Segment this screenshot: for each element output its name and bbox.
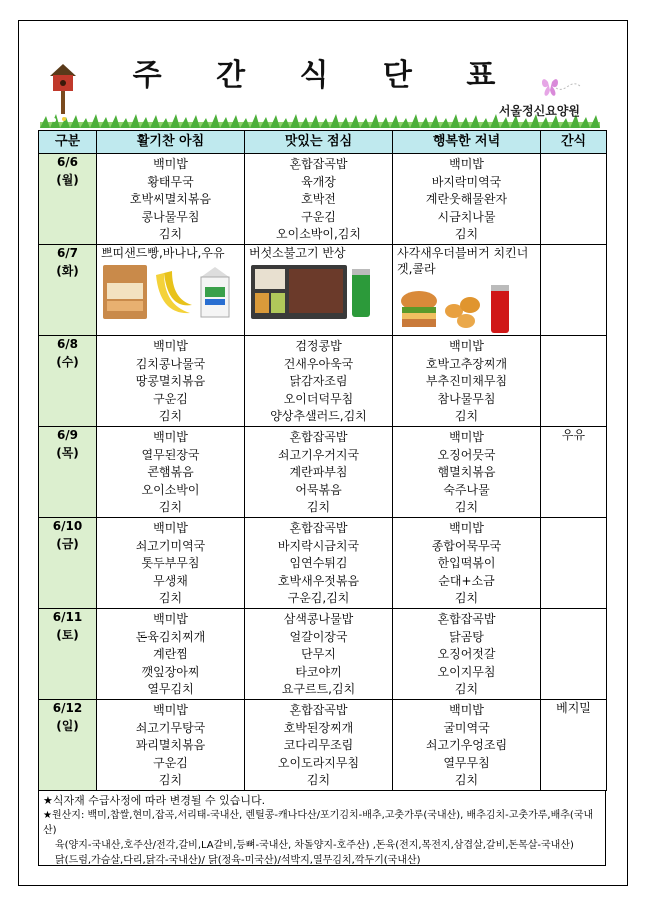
menu-item: 오이더덕무침 bbox=[283, 391, 354, 406]
menu-item: 톳두부무침 bbox=[141, 556, 200, 571]
snack-cell bbox=[541, 518, 607, 609]
menu-item: 쇠고기미역국 bbox=[135, 538, 206, 553]
day-row bbox=[39, 336, 607, 427]
day-label bbox=[39, 609, 97, 700]
menu-item: 김치 bbox=[454, 227, 479, 242]
day-date: 6/8 bbox=[56, 337, 79, 351]
menu-item: 김치 bbox=[158, 773, 183, 788]
menu-item: 구운김 bbox=[301, 209, 336, 224]
notes-origin-meat: 육(양지-국내산,호주산/전각,갈비,LA갈비,등뼈-국내산, 차돌양지-호주산) ,돈육(전지,목전지,삼겹살,갈비,돈목살-국내산) bbox=[55, 840, 574, 851]
menu-item: 어묵볶음 bbox=[295, 482, 342, 497]
menu-item: 쇠고기우거지국 bbox=[277, 447, 360, 462]
menu-item: 백미밥 bbox=[449, 703, 484, 717]
menu-item: 종합어묵무국 bbox=[431, 538, 502, 553]
menu-item: 김치 bbox=[454, 682, 479, 697]
menu-item: 육개장 bbox=[301, 174, 336, 189]
menu-item: 오이소박이,김치 bbox=[276, 227, 361, 242]
menu-item: 김치 bbox=[158, 227, 183, 242]
menu-item: 오이도라지무침 bbox=[277, 755, 360, 770]
bulgogi-meal-tray-image bbox=[251, 265, 347, 319]
notes-origin-poultry: 닭(드럼,가슴살,다리,닭각-국내산)/ 닭(정육-미국산)/석박지,열무김치,깍두기(국내산) bbox=[55, 855, 421, 866]
menu-item: 김치 bbox=[454, 500, 479, 515]
day-row bbox=[39, 154, 607, 245]
butterfly-icon bbox=[538, 68, 582, 104]
day-label bbox=[39, 336, 97, 427]
menu-item: 구운김,김치 bbox=[287, 591, 350, 606]
dinner-cell bbox=[393, 336, 541, 427]
menu-item: 콩나물무침 bbox=[141, 209, 200, 224]
menu-item: 순대+소금 bbox=[438, 573, 495, 588]
menu-item: 코다리무조림 bbox=[283, 738, 354, 753]
day-label bbox=[39, 518, 97, 609]
dinner-cell bbox=[393, 427, 541, 518]
header-breakfast: 활기찬 아침 bbox=[97, 131, 245, 154]
menu-item: 혼합잡곡밥 bbox=[289, 157, 348, 171]
breakfast-cell bbox=[97, 245, 245, 336]
day-label bbox=[39, 700, 97, 791]
menu-item: 한입떡볶이 bbox=[437, 556, 496, 571]
page-title: 주 간 식 단 표 bbox=[132, 58, 518, 93]
menu-item: 돈육김치찌개 bbox=[135, 629, 206, 644]
menu-item: 백미밥 bbox=[153, 157, 188, 171]
menu-item: 부추진미채무침 bbox=[425, 374, 508, 389]
notes-origin: ★원산지: 백미,찹쌀,현미,잡곡,서리태-국내산, 렌틸콩-캐나다산/포기김치-배추,고춧가루(국내산), 배추김치-고춧가루,배추(국내산) bbox=[43, 810, 594, 836]
menu-item: 건새우아욱국 bbox=[283, 356, 354, 371]
menu-item: 햄멸치볶음 bbox=[437, 465, 496, 480]
menu-item: 백미밥 bbox=[153, 612, 188, 626]
lunch-cell bbox=[245, 154, 393, 245]
day-date: 6/9 bbox=[56, 428, 79, 442]
menu-item: 호박전 bbox=[301, 192, 336, 207]
menu-item: 쇠고기무탕국 bbox=[135, 720, 206, 735]
menu-item: 열무된장국 bbox=[141, 447, 200, 462]
menu-item: 시금치나물 bbox=[437, 209, 496, 224]
breakfast-cell bbox=[97, 518, 245, 609]
menu-item: 쇠고기우엉조림 bbox=[425, 738, 508, 753]
menu-item: 김치 bbox=[454, 773, 479, 788]
menu-item: 계란찜 bbox=[153, 647, 188, 662]
lunch-cell bbox=[245, 700, 393, 791]
burger-image bbox=[399, 281, 439, 335]
cola-can-image bbox=[489, 281, 511, 335]
menu-item: 호박씨멸치볶음 bbox=[129, 192, 212, 207]
sandwich-bread-image bbox=[103, 265, 147, 319]
day-label bbox=[39, 154, 97, 245]
day-weekday: (토) bbox=[56, 627, 79, 642]
menu-item: 구운김 bbox=[153, 755, 188, 770]
menu-item: 백미밥 bbox=[449, 339, 484, 353]
dinner-caption: 사각새우더블버거 치킨너겟,콜라 bbox=[397, 246, 529, 276]
day-row bbox=[39, 245, 607, 336]
banana-image bbox=[150, 265, 194, 319]
menu-item: 타코야끼 bbox=[295, 664, 342, 679]
lunch-cell bbox=[245, 609, 393, 700]
menu-item: 깻잎장아찌 bbox=[141, 664, 200, 679]
lunch-caption: 버섯소불고기 반상 bbox=[249, 246, 346, 260]
lunch-cell bbox=[245, 336, 393, 427]
menu-item: 닭감자조림 bbox=[289, 374, 348, 389]
day-row bbox=[39, 609, 607, 700]
breakfast-cell bbox=[97, 427, 245, 518]
day-date: 6/6 bbox=[56, 155, 79, 169]
lunch-cell bbox=[245, 245, 393, 336]
menu-item: 양상추샐러드,김치 bbox=[270, 409, 367, 424]
menu-item: 황태무국 bbox=[147, 174, 194, 189]
menu-item: 땅콩멸치볶음 bbox=[135, 374, 206, 389]
day-weekday: (일) bbox=[56, 718, 79, 733]
menu-item: 닭곰탕 bbox=[449, 629, 484, 644]
menu-item: 바지락미역국 bbox=[431, 174, 502, 189]
snack-cell: 베지밀 bbox=[541, 700, 607, 791]
snack-cell bbox=[541, 154, 607, 245]
menu-item: 오이소박이 bbox=[141, 482, 200, 497]
day-weekday: (화) bbox=[56, 263, 79, 278]
lunch-cell bbox=[245, 518, 393, 609]
day-date: 6/7 bbox=[56, 246, 79, 260]
menu-item: 요구르트,김치 bbox=[281, 682, 356, 697]
lunch-cell bbox=[245, 427, 393, 518]
menu-item: 열무김치 bbox=[147, 682, 194, 697]
menu-item: 임연수튀김 bbox=[289, 556, 348, 571]
menu-item: 혼합잡곡밥 bbox=[289, 430, 348, 444]
header-snack: 간식 bbox=[541, 131, 607, 154]
menu-item: 백미밥 bbox=[449, 157, 484, 171]
menu-item: 단무지 bbox=[301, 647, 336, 662]
day-weekday: (금) bbox=[56, 536, 79, 551]
day-label bbox=[39, 245, 97, 336]
snack-cell bbox=[541, 336, 607, 427]
menu-item: 오징어뭇국 bbox=[437, 447, 496, 462]
menu-item: 꽈리멸치볶음 bbox=[135, 738, 206, 753]
milk-carton-image bbox=[197, 265, 233, 319]
menu-item: 김치 bbox=[454, 591, 479, 606]
day-date: 6/12 bbox=[52, 701, 83, 715]
menu-item: 백미밥 bbox=[449, 430, 484, 444]
day-row bbox=[39, 427, 607, 518]
menu-item: 혼합잡곡밥 bbox=[289, 703, 348, 717]
header-category: 구분 bbox=[39, 131, 97, 154]
day-weekday: (목) bbox=[56, 445, 79, 460]
header-lunch: 맛있는 점심 bbox=[245, 131, 393, 154]
snack-cell: 우유 bbox=[541, 427, 607, 518]
chicken-nuggets-image bbox=[442, 281, 486, 335]
menu-item: 오징어젓갈 bbox=[437, 647, 496, 662]
day-row bbox=[39, 700, 607, 791]
menu-item: 무생채 bbox=[153, 573, 188, 588]
menu-item: 호박고추장찌개 bbox=[425, 356, 508, 371]
organization-name: 서울정신요양원 bbox=[498, 104, 580, 118]
menu-item: 검정콩밥 bbox=[295, 339, 342, 353]
menu-item: 백미밥 bbox=[153, 521, 188, 535]
menu-item: 계란웃해물완자 bbox=[425, 192, 508, 207]
menu-item: 김치콩나물국 bbox=[135, 356, 206, 371]
menu-item: 구운김 bbox=[153, 391, 188, 406]
menu-item: 김치 bbox=[158, 591, 183, 606]
menu-item: 열무무침 bbox=[443, 755, 490, 770]
dinner-cell bbox=[393, 154, 541, 245]
menu-item: 혼합잡곡밥 bbox=[437, 612, 496, 626]
day-date: 6/11 bbox=[52, 610, 83, 624]
breakfast-caption: 쁘띠샌드빵,바나나,우유 bbox=[101, 246, 225, 260]
day-row bbox=[39, 518, 607, 609]
header-row bbox=[39, 131, 607, 154]
menu-item: 혼합잡곡밥 bbox=[289, 521, 348, 535]
dinner-cell bbox=[393, 609, 541, 700]
menu-item: 백미밥 bbox=[153, 339, 188, 353]
snack-cell bbox=[541, 609, 607, 700]
menu-item: 김치 bbox=[158, 409, 183, 424]
day-weekday: (월) bbox=[56, 172, 79, 187]
notes-change-notice: ★식자재 수급사정에 따라 변경될 수 있습니다. bbox=[43, 794, 266, 807]
header-dinner: 행복한 저녁 bbox=[393, 131, 541, 154]
menu-table bbox=[38, 130, 607, 791]
dinner-cell bbox=[393, 245, 541, 336]
menu-item: 콘햄볶음 bbox=[147, 465, 194, 480]
menu-item: 백미밥 bbox=[153, 430, 188, 444]
day-weekday: (수) bbox=[56, 354, 79, 369]
menu-item: 김치 bbox=[158, 500, 183, 515]
menu-item: 얼갈이장국 bbox=[289, 629, 348, 644]
menu-item: 백미밥 bbox=[153, 703, 188, 717]
menu-item: 오이지무침 bbox=[437, 664, 496, 679]
snack-cell bbox=[541, 245, 607, 336]
menu-item: 호박새우젓볶음 bbox=[277, 573, 360, 588]
menu-item: 김치 bbox=[454, 409, 479, 424]
breakfast-cell bbox=[97, 154, 245, 245]
menu-item: 굴미역국 bbox=[443, 720, 490, 735]
menu-item: 참나물무침 bbox=[437, 391, 496, 406]
menu-item: 호박된장찌개 bbox=[283, 720, 354, 735]
soda-can-image bbox=[350, 265, 372, 319]
breakfast-cell bbox=[97, 336, 245, 427]
dinner-cell bbox=[393, 518, 541, 609]
menu-item: 계란파부침 bbox=[289, 465, 348, 480]
menu-item: 숙주나물 bbox=[443, 482, 490, 497]
day-date: 6/10 bbox=[52, 519, 83, 533]
menu-item: 김치 bbox=[306, 500, 331, 515]
notes-section bbox=[38, 791, 606, 866]
menu-item: 바지락시금치국 bbox=[277, 538, 360, 553]
breakfast-cell bbox=[97, 609, 245, 700]
menu-item: 김치 bbox=[306, 773, 331, 788]
menu-item: 삼색콩나물밥 bbox=[283, 612, 354, 626]
day-label bbox=[39, 427, 97, 518]
breakfast-cell bbox=[97, 700, 245, 791]
menu-item: 백미밥 bbox=[449, 521, 484, 535]
dinner-cell bbox=[393, 700, 541, 791]
